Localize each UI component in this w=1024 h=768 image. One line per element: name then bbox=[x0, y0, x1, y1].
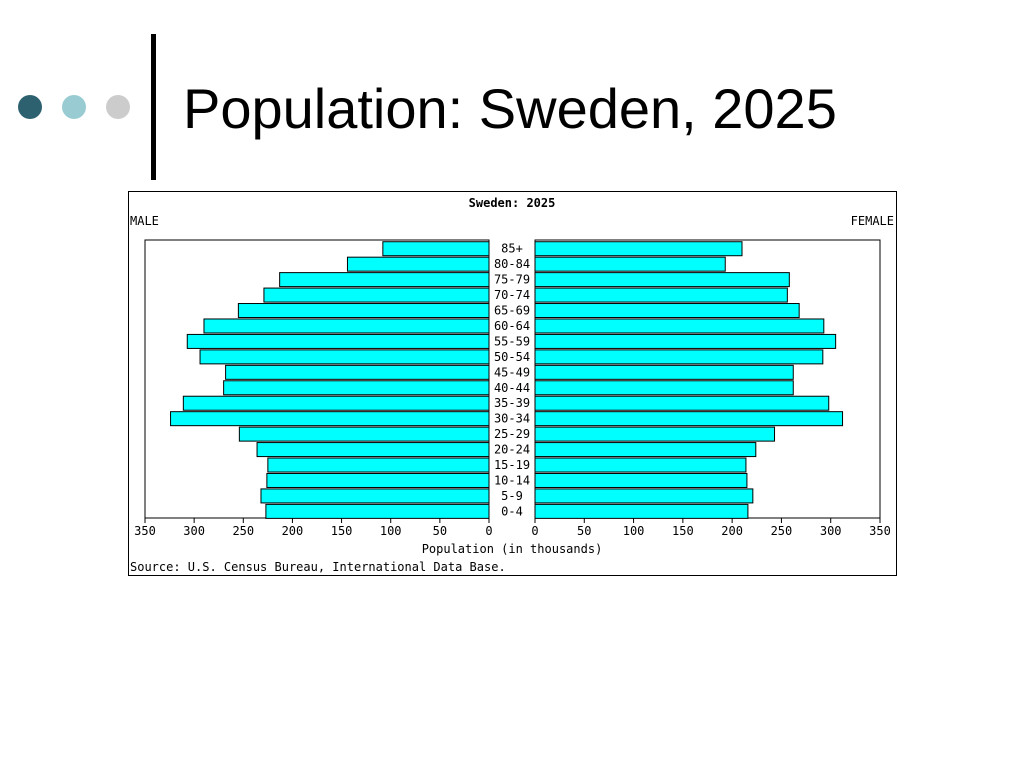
female-bar bbox=[535, 242, 742, 256]
title-divider bbox=[151, 34, 156, 180]
axis-layer bbox=[134, 518, 891, 538]
male-tick-label: 300 bbox=[183, 524, 205, 538]
male-bar bbox=[239, 427, 489, 441]
age-group-label: 5-9 bbox=[501, 488, 523, 503]
male-label: MALE bbox=[130, 214, 159, 228]
x-axis-label: Population (in thousands) bbox=[421, 542, 603, 556]
male-bar bbox=[183, 396, 489, 410]
female-bar bbox=[535, 504, 748, 518]
bullet-dot-1 bbox=[18, 95, 42, 119]
female-bar bbox=[535, 304, 799, 318]
male-bar bbox=[347, 257, 489, 271]
male-tick-label: 150 bbox=[330, 524, 353, 538]
male-bar bbox=[267, 473, 489, 487]
bullet-dot-3 bbox=[106, 95, 130, 119]
male-bar bbox=[200, 350, 489, 364]
age-group-label: 65-69 bbox=[493, 303, 531, 318]
age-group-label: 55-59 bbox=[493, 334, 531, 349]
female-tick-label: 100 bbox=[622, 524, 645, 538]
female-bar bbox=[535, 489, 753, 503]
female-tick-label: 150 bbox=[672, 524, 694, 538]
male-bar bbox=[187, 334, 489, 348]
male-bar bbox=[204, 319, 489, 333]
female-bar bbox=[535, 257, 725, 271]
male-bar bbox=[257, 443, 489, 457]
chart-svg bbox=[129, 192, 896, 575]
slide-title: Population: Sweden, 2025 bbox=[183, 77, 837, 140]
male-bar bbox=[238, 304, 489, 318]
male-tick-label: 50 bbox=[432, 524, 448, 538]
age-group-label: 40-44 bbox=[493, 380, 531, 395]
chart-title: Sweden: 2025 bbox=[468, 196, 556, 210]
female-bar bbox=[535, 458, 746, 472]
age-labels-layer bbox=[494, 242, 530, 519]
female-bar bbox=[535, 381, 793, 395]
female-bar bbox=[535, 443, 756, 457]
age-group-label: 20-24 bbox=[493, 442, 531, 457]
female-bar bbox=[535, 288, 787, 302]
male-tick-label: 100 bbox=[379, 524, 402, 538]
female-bar bbox=[535, 350, 823, 364]
age-group-label: 80-84 bbox=[493, 257, 531, 272]
male-bar bbox=[268, 458, 489, 472]
female-bar bbox=[535, 427, 775, 441]
male-bar bbox=[261, 489, 489, 503]
male-tick-label: 200 bbox=[281, 524, 304, 538]
female-tick-label: 250 bbox=[770, 524, 793, 538]
age-group-label: 30-34 bbox=[493, 411, 531, 426]
male-bar bbox=[280, 273, 489, 287]
age-group-label: 70-74 bbox=[493, 288, 531, 303]
female-bar bbox=[535, 319, 824, 333]
male-tick-label: 250 bbox=[232, 524, 255, 538]
age-group-label: 10-14 bbox=[493, 473, 531, 488]
female-bar bbox=[535, 396, 829, 410]
age-group-label: 85+ bbox=[501, 241, 523, 256]
age-group-label: 25-29 bbox=[493, 427, 531, 442]
female-bar bbox=[535, 334, 836, 348]
female-tick-label: 50 bbox=[577, 524, 592, 538]
age-group-label: 45-49 bbox=[493, 365, 531, 380]
population-pyramid-chart bbox=[128, 191, 897, 576]
age-group-label: 75-79 bbox=[493, 272, 531, 287]
male-tick-label: 0 bbox=[485, 524, 493, 538]
male-bar bbox=[224, 381, 489, 395]
male-bar bbox=[171, 412, 489, 426]
age-group-label: 35-39 bbox=[493, 396, 531, 411]
male-bar bbox=[266, 504, 489, 518]
age-group-label: 60-64 bbox=[493, 318, 531, 333]
female-label: FEMALE bbox=[850, 214, 894, 228]
source-note: Source: U.S. Census Bureau, International Data Base. bbox=[130, 560, 506, 574]
female-tick-label: 0 bbox=[531, 524, 539, 538]
bullet-dot-2 bbox=[62, 95, 86, 119]
male-tick-label: 350 bbox=[134, 524, 156, 538]
female-tick-label: 200 bbox=[721, 524, 743, 538]
female-bar bbox=[535, 273, 789, 287]
male-bar bbox=[264, 288, 489, 302]
female-tick-label: 350 bbox=[869, 524, 891, 538]
male-bar bbox=[226, 365, 489, 379]
female-tick-label: 300 bbox=[819, 524, 842, 538]
female-bar bbox=[535, 365, 793, 379]
female-bar bbox=[535, 473, 747, 487]
age-group-label: 0-4 bbox=[501, 504, 523, 519]
age-group-label: 50-54 bbox=[493, 349, 531, 364]
female-bar bbox=[535, 412, 843, 426]
male-bar bbox=[383, 242, 489, 256]
age-group-label: 15-19 bbox=[493, 458, 531, 473]
